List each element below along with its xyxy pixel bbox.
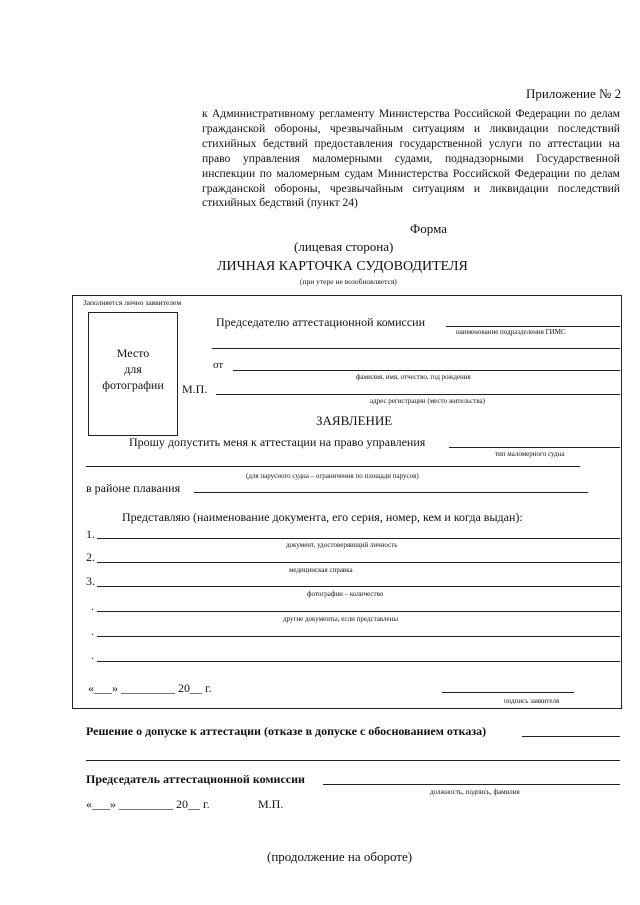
side-label: (лицевая сторона) <box>294 239 394 254</box>
doc-field[interactable] <box>97 538 620 539</box>
sail-caption: (для парусного судна – ограничения по площади парусов) <box>246 472 419 480</box>
card-date: «___» _________ 20__ г. <box>88 681 212 695</box>
doc-number: 1. <box>86 527 95 541</box>
vessel-type-field[interactable] <box>449 447 620 448</box>
doc-field[interactable] <box>97 661 620 662</box>
statement-title: ЗАЯВЛЕНИЕ <box>316 413 393 428</box>
filled-by-note: Заполняется лично заявителем <box>83 298 182 307</box>
doc-number: . <box>91 624 94 638</box>
photo-placeholder <box>88 312 178 436</box>
decision-stamp: М.П. <box>258 797 284 811</box>
doc-field[interactable] <box>97 636 620 637</box>
stamp-label: М.П. <box>182 382 208 396</box>
vessel-type-caption: тип маломерного судна <box>495 450 565 458</box>
fio-caption: фамилия, имя, отчество, год рождения <box>356 373 471 381</box>
doc-number: 3. <box>86 574 95 588</box>
doc-field[interactable] <box>97 562 620 563</box>
doc-caption: документ, удостоверяющий личность <box>286 541 398 549</box>
photo-text-line: Место <box>116 346 150 360</box>
chairman-label: Председатель аттестационной комиссии <box>86 772 305 786</box>
submit-label: Представляю (наименование документа, его серия, номер, кем и когда выдан): <box>122 510 523 524</box>
chairman-field[interactable] <box>323 784 620 785</box>
decision-field[interactable] <box>522 736 620 737</box>
fio-field[interactable] <box>233 370 620 371</box>
photo-text-line: для <box>124 362 142 376</box>
photo-text <box>89 345 177 393</box>
from-label: от <box>213 359 224 371</box>
sail-field[interactable] <box>86 466 580 467</box>
doc-number: . <box>91 648 94 662</box>
photo-text-line: фотографии <box>102 378 164 392</box>
to-chairman-label: Председателю аттестационной комиссии <box>216 315 426 329</box>
address-caption: адрес регистрации (место жительства) <box>370 397 485 405</box>
continued-note: (продолжение на обороте) <box>267 849 413 864</box>
doc-caption: другие документы, если представлены <box>283 615 399 623</box>
doc-field[interactable] <box>97 611 620 612</box>
doc-number: 2. <box>86 550 95 564</box>
gims-caption: наименование подразделения ГИМС <box>456 328 566 336</box>
gims-field[interactable] <box>446 326 620 327</box>
doc-number: . <box>91 599 94 613</box>
card-title: ЛИЧНАЯ КАРТОЧКА СУДОВОДИТЕЛЯ <box>217 259 468 274</box>
signature-field[interactable] <box>442 692 574 693</box>
decision-field-2[interactable] <box>86 760 620 761</box>
area-label: в районе плавания <box>86 481 181 495</box>
chairman-caption: должность, подпись, фамилия <box>430 788 520 796</box>
request-label: Прошу допустить меня к аттестации на право управления <box>129 435 426 449</box>
card-note: (при утере не возобновляется) <box>300 277 397 286</box>
decision-label: Решение о допуске к аттестации (отказе в допуске с обоснованием отказа) <box>86 724 487 738</box>
appendix-text: к Административному регламенту Министерства Российской Федерации по делам гражданской обороны, чрезвычайным ситуациям и ликвидации последствий стихийных бедствий предоставления государственной услуги по аттестации на право управления маломерными судами, поднадзорными Государственной инспекции по маломерным судам Министерства Российской Федерации по делам гражданской обороны, чрезвычайным ситуациям и ликвидации последствий стихийных бедствий (пункт 24) <box>202 107 620 210</box>
form-label: Форма <box>410 221 447 236</box>
decision-date: «___» _________ 20__ г. <box>86 797 210 811</box>
address-field[interactable] <box>216 394 620 395</box>
doc-field[interactable] <box>97 586 620 587</box>
signature-caption: подпись заявителя <box>504 697 560 705</box>
gims-field-2[interactable] <box>212 348 620 349</box>
doc-caption: фотографии – количество <box>307 590 384 598</box>
doc-caption: медицинская справка <box>289 566 353 574</box>
appendix-title: Приложение № 2 <box>526 86 622 101</box>
area-field[interactable] <box>194 492 588 493</box>
